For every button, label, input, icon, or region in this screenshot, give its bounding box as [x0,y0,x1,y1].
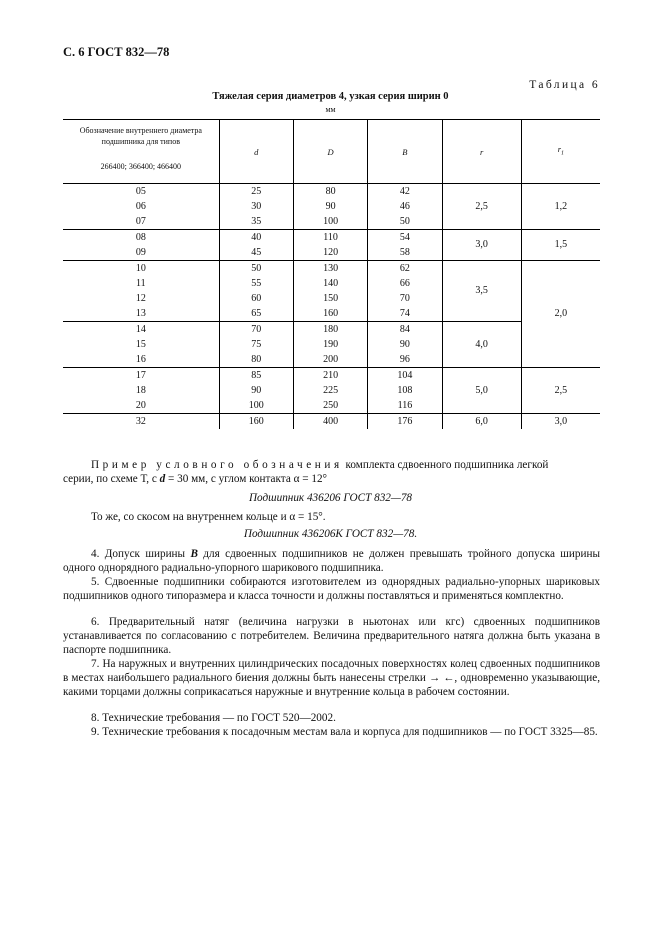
cell-d: 160 [219,414,293,430]
cell-d: 60 [219,291,293,306]
cell-d: 45 [219,245,293,261]
cell-B: 84 [368,322,442,338]
cell-D: 90 [293,199,367,214]
example-paragraph [63,458,600,486]
cell-B: 50 [368,214,442,230]
cell-B: 70 [368,291,442,306]
paragraph-8: 8. Технические требования — по ГОСТ 520—2002. [91,712,336,724]
table-header-row [63,120,600,184]
table-row [63,261,600,277]
cell-D: 225 [293,383,367,398]
cell-B: 42 [368,184,442,200]
cell-B: 58 [368,245,442,261]
table-unit: мм [325,105,336,114]
table-row [63,322,600,338]
cell-D: 190 [293,337,367,352]
cell-D: 400 [293,414,367,430]
cell-B: 74 [368,306,442,322]
cell-d: 80 [219,352,293,368]
example-line2b: = 30 мм, с углом контакта α = 12° [165,473,328,485]
header-r1: $r_1$ [521,120,600,184]
cell-D: 110 [293,230,367,246]
cell-code: 15 [135,338,146,350]
cell-d: 25 [219,184,293,200]
p4-text-a: 4. Допуск ширины [91,548,191,560]
cell-B: 90 [368,337,442,352]
cell-code: 17 [135,369,146,381]
example-line2a: серии, по схеме Т, с [63,473,160,485]
cell-D: 80 [293,184,367,200]
cell-r-group: 4,0 [442,322,521,368]
cell-r-group: 6,0 [442,414,521,430]
cell-r1-group: 2,0 [521,261,600,368]
cell-D: 120 [293,245,367,261]
cell-d: 35 [219,214,293,230]
cell-D: 210 [293,368,367,384]
cell-B: 176 [368,414,442,430]
table-title: Тяжелая серия диаметров 4, узкая серия ширин 0 [212,91,449,102]
cell-code: 18 [135,384,146,396]
cell-d: 100 [219,398,293,414]
cell-code: 16 [63,352,219,368]
cell-D: 200 [293,352,367,368]
same-paragraph [63,510,600,524]
cell-B: 54 [368,230,442,246]
cell-d: 85 [219,368,293,384]
example-title: Пример условного обозначения [91,459,343,471]
cell-r1-group: 1,2 [521,184,600,230]
cell-code: 08 [135,231,146,243]
page-header: С. 6 ГОСТ 832—78 [63,45,170,59]
example-line1-rest: комплекта сдвоенного подшипника легкой [342,459,549,471]
cell-code: 06 [135,200,146,212]
cell-code: 05 [135,185,146,197]
paragraph-4 [63,547,600,575]
paragraph-5: 5. Сдвоенные подшипники собираются изготовителем из однорядных радиально-упорных шариковых подшипников одного типоразмера и класса точности и должны поставляться и применяться комплектно. [63,576,600,602]
cell-code: 11 [136,277,146,289]
cell-d: 40 [219,230,293,246]
cell-D: 150 [293,291,367,306]
cell-d: 30 [219,199,293,214]
table-number: Таблица 6 [529,79,600,91]
cell-code: 10 [135,262,146,274]
table-row [63,368,600,384]
bearing-dimensions-table [63,119,600,429]
cell-d: 75 [219,337,293,352]
p4-symbol-B: B [190,548,198,560]
paragraph-7: 7. На наружных и внутренних цилиндрических посадочных поверхностях колец сдвоенных подшипников в местах наибольшего радиального биения должны быть нанесены стрелки → ←, одновременно указывающие, какими торцами должны соприкасаться наружные и внутренние кольца в рабочем состоянии. [63,658,600,698]
cell-r-group: 5,0 [442,368,521,414]
header-B: B [368,120,442,184]
cell-d: 50 [219,261,293,277]
header-types: 266400; 366400; 466400 [100,162,182,171]
cell-B: 108 [368,383,442,398]
cell-D: 140 [293,276,367,291]
cell-d: 90 [219,383,293,398]
cell-r-group: 3,0 [442,230,521,261]
cell-code: 12 [135,292,146,304]
header-designation [63,120,219,184]
cell-B: 96 [368,352,442,368]
cell-B: 104 [368,368,442,384]
cell-code: 13 [63,306,219,322]
cell-d: 70 [219,322,293,338]
cell-D: 180 [293,322,367,338]
cell-r1-group: 1,5 [521,230,600,261]
same-line: То же, со скосом на внутреннем кольце и α = 15°. [91,511,326,523]
cell-code: 20 [63,398,219,414]
cell-D: 100 [293,214,367,230]
cell-D: 130 [293,261,367,277]
cell-B: 66 [368,276,442,291]
paragraph-9: 9. Технические требования к посадочным местам вала и корпуса для подшипников — по ГОСТ 3325—85. [91,726,598,738]
p4-text-c: для сдвоенных подшипников не должен превышать тройного допуска ширины одного однорядного радиально-упорного шарикового подшипника. [63,548,600,574]
table-row [63,230,600,246]
cell-code: 32 [135,415,146,427]
example-d-symbol: d [159,473,166,485]
cell-B: 116 [368,398,442,414]
cell-D: 160 [293,306,367,322]
cell-B: 62 [368,261,442,277]
table-row [63,184,600,200]
designation-2: Подшипник 436206К ГОСТ 832—78. [243,528,418,540]
cell-d: 55 [219,276,293,291]
header-d: d [219,120,293,184]
cell-code: 14 [135,323,146,335]
cell-D: 250 [293,398,367,414]
cell-r1-group: 3,0 [521,414,600,430]
cell-r1-group: 2,5 [521,368,600,414]
header-designation-text: Обозначение внутреннего диаметра подшипника для типов [79,126,202,146]
cell-d: 65 [219,306,293,322]
cell-r-group: 2,5 [442,184,521,230]
cell-code: 07 [63,214,219,230]
cell-code: 09 [63,245,219,261]
paragraph-6: 6. Предварительный натяг (величина нагрузки в ньютонах или кгс) сдвоенных подшипников устанавливается по согласованию с потребителем. Величина предварительного натяга должна быть указана в паспорте подшипника. [63,616,600,656]
designation-1: Подшипник 436206 ГОСТ 832—78 [248,492,413,504]
cell-B: 46 [368,199,442,214]
cell-r-group: 3,5 [442,261,521,322]
header-D: D [293,120,367,184]
header-r: r [442,120,521,184]
table-row [63,414,600,430]
